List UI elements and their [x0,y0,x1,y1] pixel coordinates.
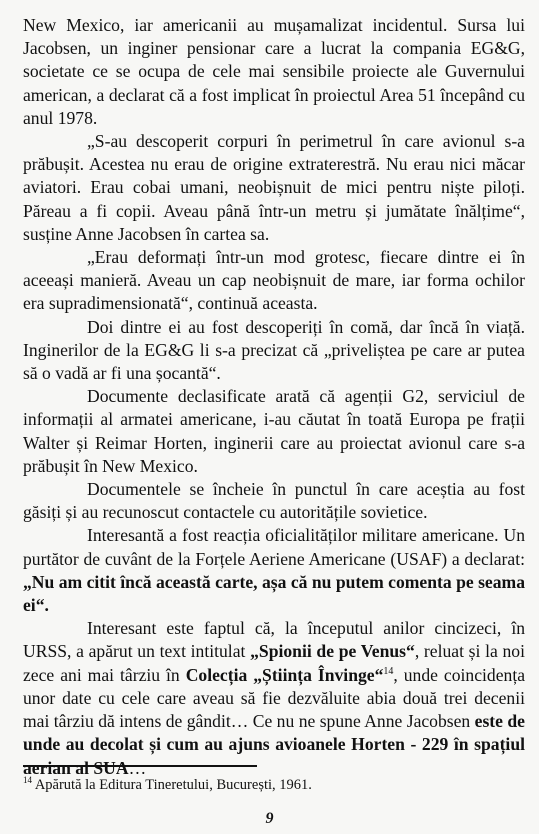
paragraph-1: New Mexico, iar americanii au mușamalizat incidentul. Sursa lui Jacobsen, un inginer pensionar care a lucrat la compania EG&G, societate ce se ocupa de cele mai sensibile proiecte ale Guvernului american, a declarat că a fost implicat în proiectul Area 51 începând cu anul 1978. [23,15,525,128]
paragraph-7-text: Interesantă a fost reacția oficialităților militare americane. Un purtător de cuvânt de la Forțele Aeriene Americane (USAF) a declarat: [23,525,525,569]
footnote-text: Apărută la Editura Tineretului, București, 1961. [32,777,312,793]
footnote-number: 14 [23,775,32,786]
usaf-quote: „Nu am citit încă această carte, așa că nu putem comenta pe seama ei“. [23,571,525,616]
footnote-divider [23,765,257,767]
paragraph-8-text-c: , reluat și la noi zece ani mai târziu în [23,641,525,685]
body-text [23,14,525,780]
footnote [23,776,312,794]
footnote-ref: 14 [383,665,394,677]
paragraph-6: Documentele se încheie în punctul în care aceștia au fost găsiți și au recunoscut contactele cu autoritățile sovietice. [23,479,525,523]
paragraph-2: „S-au descoperit corpuri în perimetrul în care avionul s-a prăbușit. Acestea nu erau de origine extraterestră. Nu erau nici măcar aviatori. Erau cobai umani, neobișnuit de mici pentru niște piloți. Păreau a fi copii. Aveau până într-un metru și jumătate înălțime“, susține Anne Jacobsen în cartea sa. [23,131,525,244]
paragraph-7 [23,524,525,617]
bold-conclusion: este de unde au decolat și cum au ajuns avioanele Horten - 229 în spațiul aerian al SUA [23,711,525,778]
paragraph-4: Doi dintre ei au fost descoperiți în comă, dar încă în viață. Inginerilor de la EG&G li s-a precizat că „priveliștea pe care ar putea să o vadă ar fi una șocantă“. [23,316,525,384]
paragraph-8-text-e: , unde coincidența unor date cu cele care aveau să fie dezvăluite abia două trei decenii mai târziu dă intens de gândit… Ce nu ne spune Anne Jacobsen [23,664,526,732]
paragraph-8-text-a: Interesant este faptul că, la începutul anilor cincizeci, în URSS, a apărut un text intitulat [23,618,525,662]
paragraph-5: Documente declasificate arată că agenții G2, serviciul de informații al armatei americane, i-au căutat în toată Europa pe frații Walter și Reimar Horten, inginerii care au proiectat avionul care s-a prăbușit în New Mexico. [23,386,525,476]
title-spionii: „Spionii de pe Venus“ [250,641,415,662]
ellipsis: … [128,757,147,778]
paragraph-8 [23,617,525,779]
paragraph-3: „Erau deformați într-un mod grotesc, fiecare dintre ei în aceeași manieră. Aveau un cap neobișnuit de mare, iar forma ochilor era supradimensionată“, continuă aceasta. [23,247,525,314]
collection-title: Colecția „Știința Învinge“ [185,664,384,685]
page-number: 9 [265,810,274,827]
